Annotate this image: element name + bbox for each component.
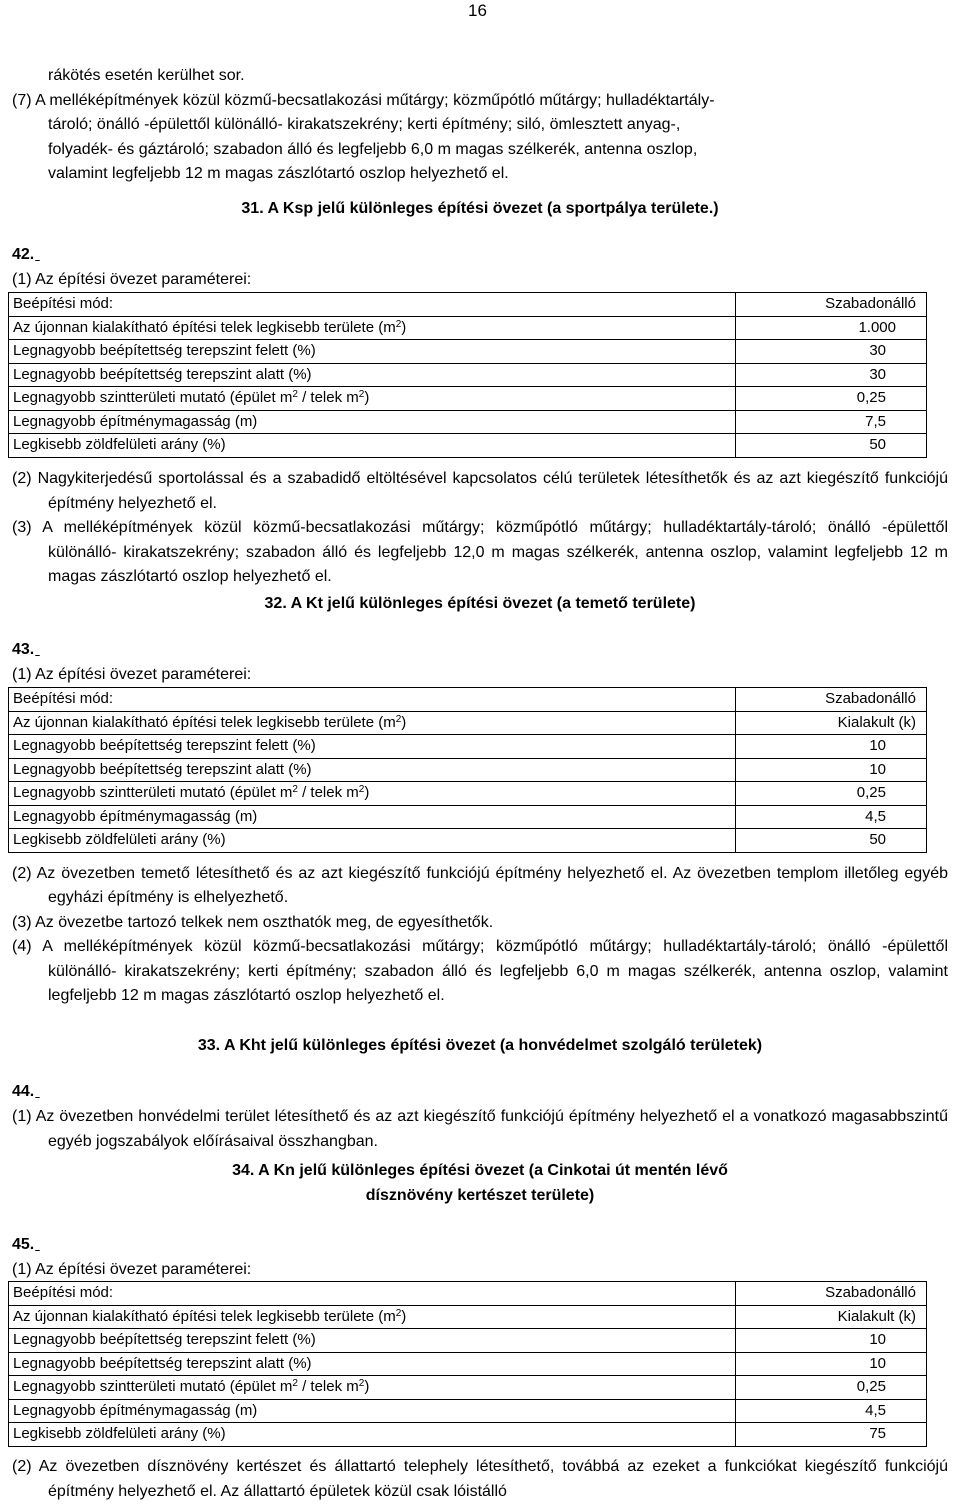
table-row xyxy=(9,293,927,317)
param-label: Legnagyobb szintterületi mutató (épület $m^2$ / telek $m^2$) xyxy=(9,1376,736,1400)
section-31-body xyxy=(12,467,948,590)
table-row xyxy=(9,410,927,434)
param-label: Legnagyobb építménymagasság (m) xyxy=(9,410,736,434)
param-label: Legnagyobb építménymagasság (m) xyxy=(9,1399,736,1423)
section-heading-34: 34. A Kn jelű különleges építési övezet (a Cinkotai út mentén lévő xyxy=(232,1162,728,1179)
p7-line: tároló; önálló -épülettől különálló- kirakatszekrény; kerti építmény; siló, ömlesztett anyag-, xyxy=(48,116,681,134)
paragraph-number: 45. xyxy=(12,1236,35,1253)
p7-line: folyadék- és gáztároló; szabadon álló és legfeljebb 6,0 m magas szélkerék, antenna oszlop, xyxy=(48,140,698,158)
param-value: 0,25 xyxy=(735,387,926,411)
param-label: Legnagyobb beépítettség terepszint alatt (%) xyxy=(9,363,736,387)
param-label: Legkisebb zöldfelületi arány (%) xyxy=(9,434,736,458)
param-label: Az újonnan kialakítható építési telek legkisebb területe $(m^2)$ xyxy=(9,711,736,735)
paragraph-2: (2) Az övezetben temető létesíthető és az azt kiegészítő funkciójú építmény helyezhető el. Az övezetben templom illetőleg egyéb egyházi építmény is elhelyezhető. xyxy=(12,865,948,907)
param-value: 75 xyxy=(735,1423,926,1447)
table-row xyxy=(9,1329,927,1353)
param-value: Szabadonálló xyxy=(735,293,926,317)
section-32-head xyxy=(12,638,948,687)
param-label: Beépítési mód: xyxy=(9,1282,736,1306)
param-value: 0,25 xyxy=(735,782,926,806)
paragraph-4: (4) A melléképítmények közül közmű-becsatlakozási műtárgy; közműpótló műtárgy; hulladéktartály-tároló; önálló -épülettől különálló- kirakatszekrény; kerti építmény; szabadon álló és legfeljebb 6,0 m magas szélkerék, antenna oszlop, valamint legfeljebb 12 m magas zászlótartó oszlop helyezhető el. xyxy=(12,938,948,1005)
param-label: Legnagyobb beépítettség terepszint felett (%) xyxy=(9,735,736,759)
param-label: Beépítési mód: xyxy=(9,688,736,712)
paragraph-number: 42. xyxy=(12,246,35,263)
params-table-32 xyxy=(8,687,927,853)
param-label: Az újonnan kialakítható építési telek legkisebb területe $(m^2)$ xyxy=(9,316,736,340)
params-table-34 xyxy=(8,1281,927,1447)
section-31-head xyxy=(12,243,948,292)
section-34-body xyxy=(12,1455,948,1504)
param-value: Szabadonálló xyxy=(735,688,926,712)
paragraph-3: (3) Az övezetbe tartozó telkek nem oszthatók meg, de egyesíthetők. xyxy=(12,913,494,931)
section-33-body xyxy=(12,1105,948,1154)
param-label: Beépítési mód: xyxy=(9,293,736,317)
paragraph-1: (1) Az övezetben honvédelmi terület létesíthető és az azt kiegészítő funkciójú építmény helyezhető el a vonatkozó magasabbszintű egyéb jogszabályok előírásaival összhangban. xyxy=(12,1108,948,1150)
params-intro: (1) Az építési övezet paraméterei: xyxy=(12,665,252,683)
paragraph-3: (3) A melléképítmények közül közmű-becsatlakozási műtárgy; közműpótló műtárgy; hulladéktartály-tároló; önálló -épülettől különálló- kirakatszekrény; szabadon álló és legfeljebb 12,0 m magas szélkerék, antenna oszlop, valamint legfeljebb 12 m magas zászlótartó oszlop helyezhető el. xyxy=(12,519,948,585)
param-value: 10 xyxy=(735,735,926,759)
paragraph-2: (2) Az övezetben dísznövény kertészet és állattartó telephely létesíthető, továbbá az ezeket a funkciókat kiegészítő funkciójú építmény helyezhető el. Az állattartó épületek közül csak lóistálló xyxy=(12,1458,948,1500)
paragraph-number: 44. xyxy=(12,1083,35,1100)
intro-line: rákötés esetén kerülhet sor. xyxy=(48,67,245,84)
table-row xyxy=(9,688,927,712)
section-33-head xyxy=(12,1080,948,1105)
param-label: Legnagyobb beépítettség terepszint felett (%) xyxy=(9,340,736,364)
page-number: 16 xyxy=(468,1,487,20)
table-row xyxy=(9,434,927,458)
param-value: 4,5 xyxy=(735,805,926,829)
table-row xyxy=(9,782,927,806)
param-value: Kialakult (k) xyxy=(735,1305,926,1329)
param-label: Az újonnan kialakítható építési telek legkisebb területe $(m^2)$ xyxy=(9,1305,736,1329)
param-value: 10 xyxy=(735,1329,926,1353)
table-row xyxy=(9,829,927,853)
param-label: Legnagyobb beépítettség terepszint alatt (%) xyxy=(9,1352,736,1376)
param-value: 10 xyxy=(735,1352,926,1376)
section-heading-34-line2: dísznövény kertészet területe) xyxy=(365,1187,595,1204)
param-label: Legnagyobb szintterületi mutató (épület $m^2$ / telek $m^2$) xyxy=(9,782,736,806)
table-row xyxy=(9,363,927,387)
table-row xyxy=(9,1423,927,1447)
paragraph-2: (2) Nagykiterjedésű sportolással és a szabadidő eltöltésével kapcsolatos célú területek létesíthetők és az azt kiegészítő funkciójú építmény helyezhető el. xyxy=(12,470,948,512)
section-heading-32: 32. A Kt jelű különleges építési övezet (a temető területe) xyxy=(264,595,696,612)
param-value: 10 xyxy=(735,758,926,782)
table-row xyxy=(9,1305,927,1329)
params-intro: (1) Az építési övezet paraméterei: xyxy=(12,270,252,288)
table-row xyxy=(9,1399,927,1423)
param-label: Legnagyobb beépítettség terepszint felett (%) xyxy=(9,1329,736,1353)
param-value: 50 xyxy=(735,434,926,458)
param-value: 50 xyxy=(735,829,926,853)
p7-line: valamint legfeljebb 12 m magas zászlótartó oszlop helyezhető el. xyxy=(48,165,509,183)
section-heading-31: 31. A Ksp jelű különleges építési övezet (a sportpálya területe.) xyxy=(241,200,719,217)
table-row xyxy=(9,805,927,829)
param-value: 7,5 xyxy=(735,410,926,434)
param-value: 30 xyxy=(735,340,926,364)
param-label: Legnagyobb beépítettség terepszint alatt (%) xyxy=(9,758,736,782)
params-table-31 xyxy=(8,292,927,458)
table-row xyxy=(9,1376,927,1400)
params-intro: (1) Az építési övezet paraméterei: xyxy=(12,1260,252,1278)
table-row xyxy=(9,1282,927,1306)
section-34-head xyxy=(12,1233,948,1282)
param-label: Legkisebb zöldfelületi arány (%) xyxy=(9,829,736,853)
section-heading-33: 33. A Kht jelű különleges építési övezet (a honvédelmet szolgáló területek) xyxy=(197,1037,763,1054)
table-row xyxy=(9,387,927,411)
param-value: 1.000 xyxy=(735,316,926,340)
table-row xyxy=(9,735,927,759)
table-row xyxy=(9,1352,927,1376)
param-value: Kialakult (k) xyxy=(735,711,926,735)
param-value: 0,25 xyxy=(735,1376,926,1400)
param-value: 4,5 xyxy=(735,1399,926,1423)
intro-text xyxy=(12,64,948,187)
table-row xyxy=(9,316,927,340)
param-label: Legnagyobb építménymagasság (m) xyxy=(9,805,736,829)
param-value: Szabadonálló xyxy=(735,1282,926,1306)
table-row xyxy=(9,711,927,735)
paragraph-number: 43. xyxy=(12,641,35,658)
param-label: Legnagyobb szintterületi mutató (épület $m^2$ / telek $m^2$) xyxy=(9,387,736,411)
param-value: 30 xyxy=(735,363,926,387)
table-row xyxy=(9,758,927,782)
table-row xyxy=(9,340,927,364)
param-label: Legkisebb zöldfelületi arány (%) xyxy=(9,1423,736,1447)
p7-line: (7) A melléképítmények közül közmű-becsatlakozási műtárgy; közműpótló műtárgy; hulladéktartály- xyxy=(12,91,715,109)
section-32-body xyxy=(12,862,948,1008)
